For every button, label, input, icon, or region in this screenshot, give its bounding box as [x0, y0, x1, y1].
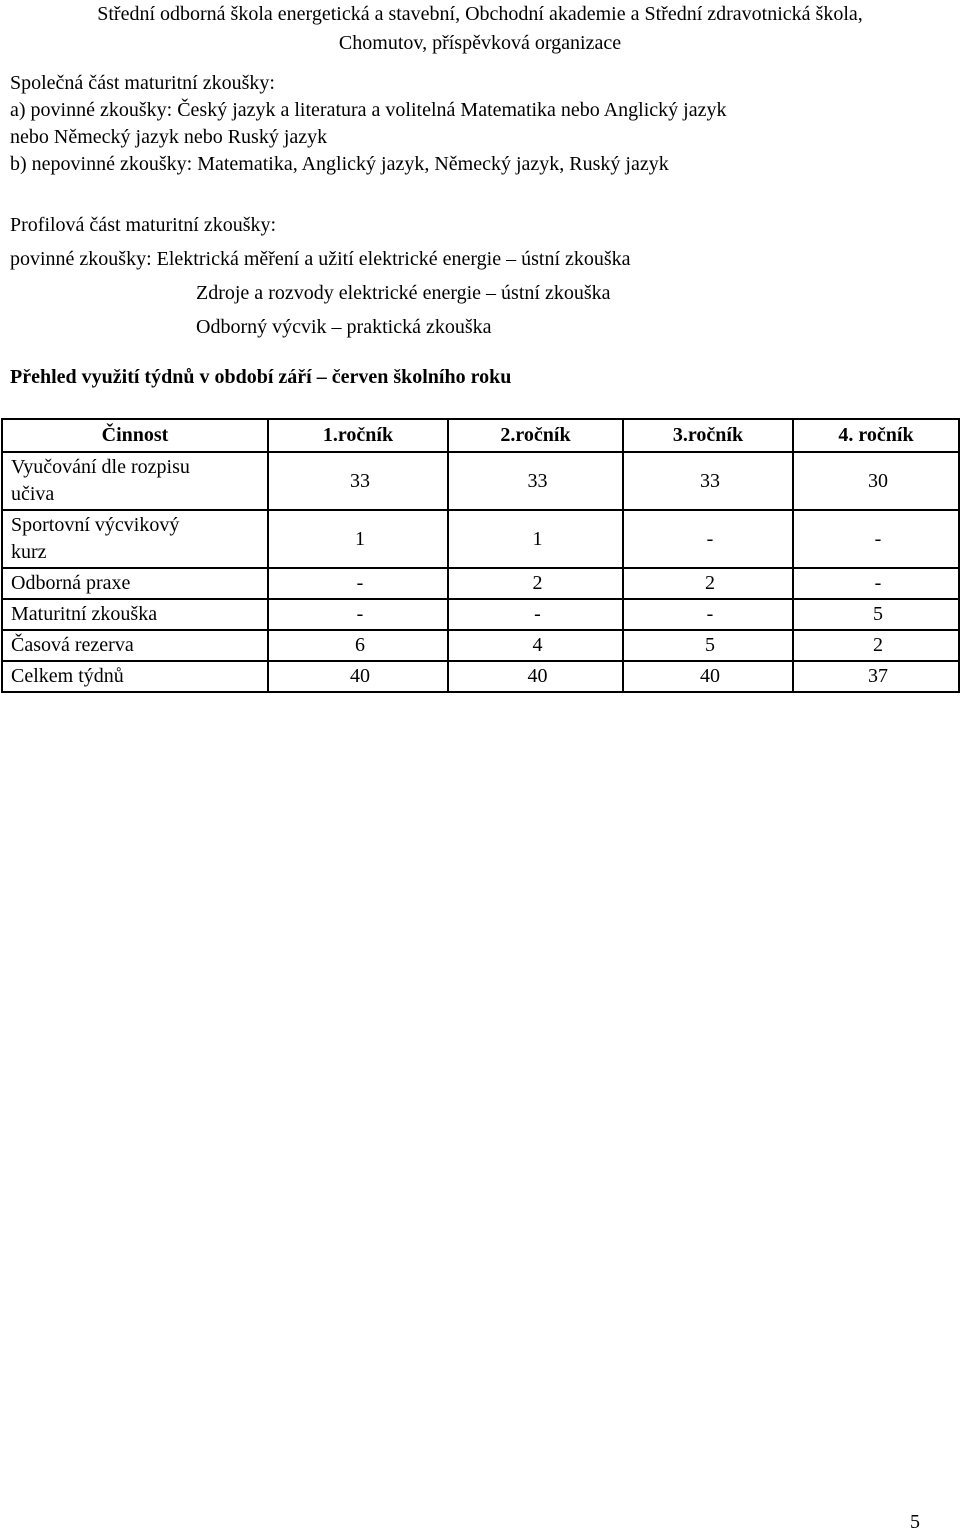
cell-year-3: 2 [623, 568, 793, 599]
cell-year-1: 33 [268, 452, 448, 510]
common-part-line-a2: nebo Německý jazyk nebo Ruský jazyk [10, 126, 328, 148]
cell-year-4: 37 [793, 661, 959, 692]
cell-year-2: 40 [448, 661, 623, 692]
cell-year-3: - [623, 510, 793, 568]
profile-exam-2: Zdroje a rozvody elektrické energie – ústní zkouška [196, 282, 611, 304]
row-label: Maturitní zkouška [2, 599, 268, 630]
row-label-line-2: učiva [11, 483, 55, 505]
cell-year-1: 6 [268, 630, 448, 661]
cell-year-2: - [448, 599, 623, 630]
cell-year-1: 40 [268, 661, 448, 692]
cell-year-1: 1 [268, 510, 448, 568]
weeks-table [1, 418, 960, 693]
common-part-line-a1: a) povinné zkoušky: Český jazyk a literatura a volitelná Matematika nebo Anglický jazyk [10, 99, 727, 121]
table-row [2, 452, 959, 510]
cell-year-4: 30 [793, 452, 959, 510]
document-header [0, 0, 960, 58]
table-row [2, 599, 959, 630]
table-row [2, 510, 959, 568]
header-year-1: 1.ročník [268, 419, 448, 452]
cell-year-2: 2 [448, 568, 623, 599]
row-label-line-2: kurz [11, 541, 47, 563]
row-label [2, 452, 268, 510]
profile-exam-3: Odborný výcvik – praktická zkouška [196, 316, 492, 338]
cell-year-4: 2 [793, 630, 959, 661]
header-year-4: 4. ročník [793, 419, 959, 452]
profile-part-title: Profilová část maturitní zkoušky: [10, 214, 277, 236]
row-label [2, 510, 268, 568]
profile-exam-1: povinné zkoušky: Elektrická měření a užití elektrické energie – ústní zkouška [10, 248, 631, 270]
row-label: Časová rezerva [2, 630, 268, 661]
header-activity: Činnost [2, 419, 268, 452]
header-year-3: 3.ročník [623, 419, 793, 452]
cell-year-4: - [793, 568, 959, 599]
table-header-row [2, 419, 959, 452]
page-number: 5 [910, 1511, 920, 1533]
cell-year-1: - [268, 568, 448, 599]
row-label: Odborná praxe [2, 568, 268, 599]
cell-year-3: 40 [623, 661, 793, 692]
cell-year-4: 5 [793, 599, 959, 630]
cell-year-2: 33 [448, 452, 623, 510]
cell-year-3: 5 [623, 630, 793, 661]
cell-year-3: - [623, 599, 793, 630]
row-label: Celkem týdnů [2, 661, 268, 692]
cell-year-2: 4 [448, 630, 623, 661]
cell-year-1: - [268, 599, 448, 630]
row-label-line-1: Vyučování dle rozpisu [11, 456, 190, 478]
cell-year-4: - [793, 510, 959, 568]
overview-title: Přehled využití týdnů v období září – červen školního roku [10, 366, 512, 388]
header-line-1: Střední odborná škola energetická a stavební, Obchodní akademie a Střední zdravotnická škola, [97, 3, 863, 25]
table-row [2, 661, 959, 692]
table-row [2, 568, 959, 599]
common-part-line-b: b) nepovinné zkoušky: Matematika, Anglický jazyk, Německý jazyk, Ruský jazyk [10, 153, 669, 175]
table-row [2, 630, 959, 661]
common-part-title: Společná část maturitní zkoušky: [10, 72, 275, 94]
common-part-section [10, 70, 950, 178]
header-line-2: Chomutov, příspěvková organizace [338, 32, 622, 54]
cell-year-3: 33 [623, 452, 793, 510]
cell-year-2: 1 [448, 510, 623, 568]
profile-part-section [10, 208, 950, 344]
row-label-line-1: Sportovní výcvikový [11, 514, 180, 536]
header-year-2: 2.ročník [448, 419, 623, 452]
